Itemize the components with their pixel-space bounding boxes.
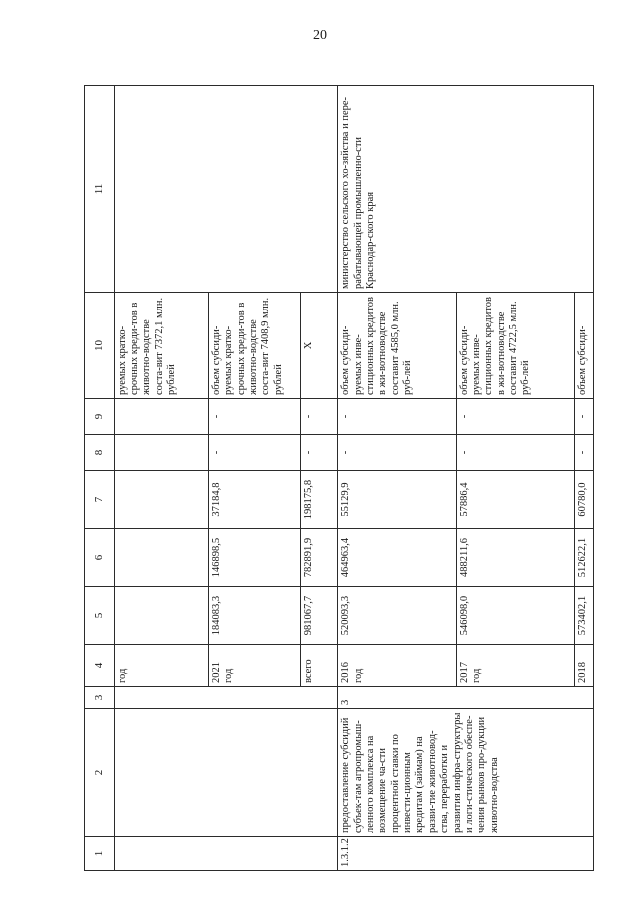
cell-local: - — [456, 435, 574, 471]
cell-federal: 55129,9 — [338, 471, 456, 529]
cell-regional: 512622,1 — [574, 529, 593, 587]
header-cell: 7 — [85, 471, 115, 529]
cell-year: всего — [300, 645, 337, 687]
cell-year: 2017 год — [456, 645, 574, 687]
program-table — [84, 85, 594, 871]
header-cell: 9 — [85, 399, 115, 435]
cell-year: год — [114, 645, 208, 687]
cell-total: 573402,1 — [574, 587, 593, 645]
table-header-row — [85, 86, 115, 871]
cell-federal: 37184,8 — [208, 471, 300, 529]
header-cell: 5 — [85, 587, 115, 645]
cell-measure — [114, 709, 338, 837]
header-cell: 10 — [85, 293, 115, 399]
cell-year: 2021 год — [208, 645, 300, 687]
cell-federal: 57886,4 — [456, 471, 574, 529]
cell-number — [114, 837, 338, 871]
cell-other: - — [574, 399, 593, 435]
cell-local: - — [338, 435, 456, 471]
header-cell: 6 — [85, 529, 115, 587]
header-cell: 3 — [85, 687, 115, 709]
cell-regional: 782891,9 — [300, 529, 337, 587]
cell-executor: министерство сельского хо-зяйства и пере-рабатывающей промышленно-сти Краснодар-ского края — [338, 86, 594, 293]
rotated-table-sheet — [84, 86, 594, 871]
cell-federal — [114, 471, 208, 529]
cell-local: - — [208, 435, 300, 471]
header-cell: 1 — [85, 837, 115, 871]
cell-regional: 464963,4 — [338, 529, 456, 587]
cell-local: - — [574, 435, 593, 471]
header-cell: 4 — [85, 645, 115, 687]
cell-result: X — [300, 293, 337, 399]
cell-total: 184083,3 — [208, 587, 300, 645]
cell-local — [114, 435, 208, 471]
cell-other: - — [300, 399, 337, 435]
header-cell: 2 — [85, 709, 115, 837]
cell-result: объем субсиди-руемых инве-стиционных кредитов в жи-вотноводстве составит 4722,5 млн. руб-лей — [456, 293, 574, 399]
table-row — [338, 86, 456, 871]
cell-other: - — [338, 399, 456, 435]
header-cell: 8 — [85, 435, 115, 471]
cell-result: объем субсиди-руемых кратко-срочных креди-тов в животно-водстве соста-вит 7408,9 млн. рублей — [208, 293, 300, 399]
header-cell: 11 — [85, 86, 115, 293]
cell-total: 546098,0 — [456, 587, 574, 645]
cell-executor — [114, 86, 338, 293]
cell-federal: 60780,0 — [574, 471, 593, 529]
cell-year: 2016 год — [338, 645, 456, 687]
cell-status: 3 — [338, 687, 594, 709]
table-row — [114, 86, 208, 871]
cell-number: 1.3.1.2 — [338, 837, 594, 871]
cell-result: объем субсиди- — [574, 293, 593, 399]
cell-federal: 198175,8 — [300, 471, 337, 529]
cell-other — [114, 399, 208, 435]
cell-result: руемых кратко-срочных креди-тов в животно-водстве соста-вит 7372,1 млн. рублей — [114, 293, 208, 399]
cell-local: - — [300, 435, 337, 471]
cell-other: - — [456, 399, 574, 435]
page-number: 20 — [313, 28, 327, 43]
cell-total: 981067,7 — [300, 587, 337, 645]
cell-total: 520093,3 — [338, 587, 456, 645]
cell-total — [114, 587, 208, 645]
cell-regional: 146898,5 — [208, 529, 300, 587]
cell-measure: предоставление субсидий субъек-там агропромыш-ленного комплекса на возмещение ча-сти процентной ставки по инвести-ционным кредитам (займам) на разви-тие животновод-ства, переработки и развития инфра-структуры и логи-стического обеспе-чения рынков про-дукции животно-водства — [338, 709, 594, 837]
cell-regional — [114, 529, 208, 587]
cell-other: - — [208, 399, 300, 435]
cell-regional: 488211,6 — [456, 529, 574, 587]
cell-status — [114, 687, 338, 709]
cell-year: 2018 — [574, 645, 593, 687]
cell-result: объем субсиди-руемых инве-стиционных кредитов в жи-вотноводстве составит 4585,0 млн. руб-лей — [338, 293, 456, 399]
